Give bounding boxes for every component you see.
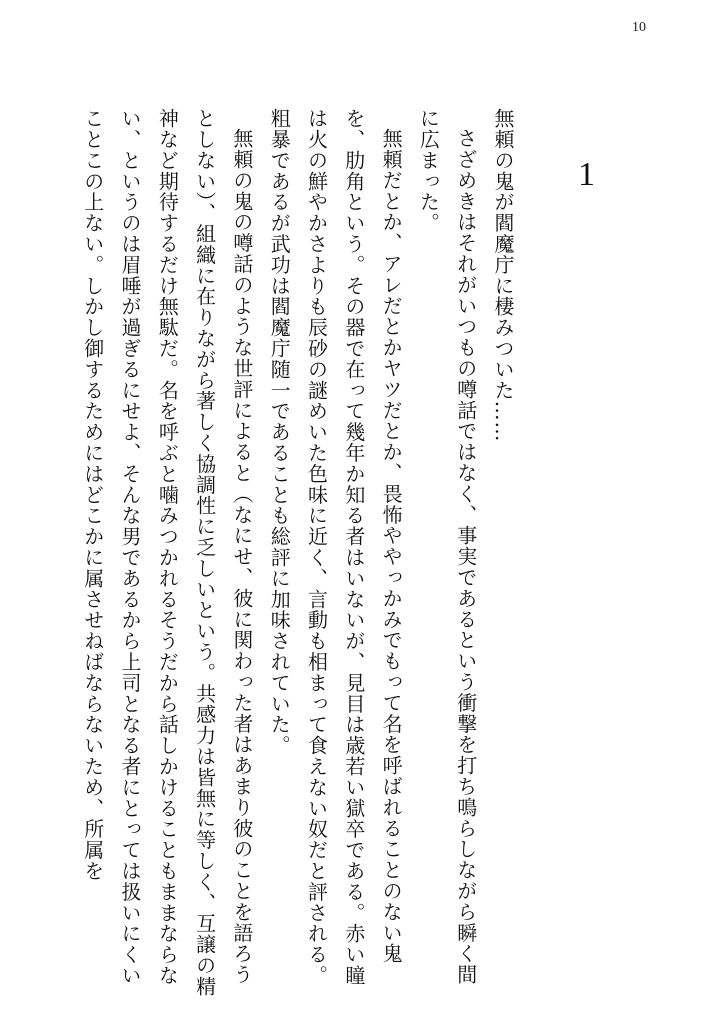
body-text: [73, 108, 521, 998]
page-number: 10: [632, 20, 646, 35]
paragraph-4: 無頼の鬼の噂話のような世評によると（なにせ、彼に関わった者はあまり彼のことを語ろうとしない）、組織に在りながら著しく協調性に乏しいという。共感力は皆無に等しく、互譲の精神など期待するだけ無駄だ。名を呼ぶと噛みつかれるそうだから話しかけることもままならない、というのは眉唾が過ぎるにせよ、そんな男であるから上司となる者にとっては扱いにくいことこの上ない。しかし御するためにはどこかに属させねばならないため、所属を: [80, 108, 254, 997]
paragraph-2: さざめきはそれがいつもの噂話ではなく、事実であるという衝撃を打ち鳴らしながら瞬く間に広まった。: [416, 108, 478, 985]
paragraph-3: 無頼だとか、アレだとかヤツだとか、畏怖ややっかみでもって名を呼ばれることのない鬼を、肋角という。その器で在って幾年か知る者はいないが、見目は歳若い獄卒である。赤い瞳は火の鮮やかさよりも辰砂の謎めいた色味に近く、言動も相まって食えない奴だと評される。粗暴であるが武功は閻魔庁随一であることも総評に加味されていた。: [267, 108, 404, 986]
chapter-number: 1: [578, 156, 595, 193]
paragraph-1: 無頼の鬼が閻魔庁に棲みついた……: [491, 108, 515, 443]
